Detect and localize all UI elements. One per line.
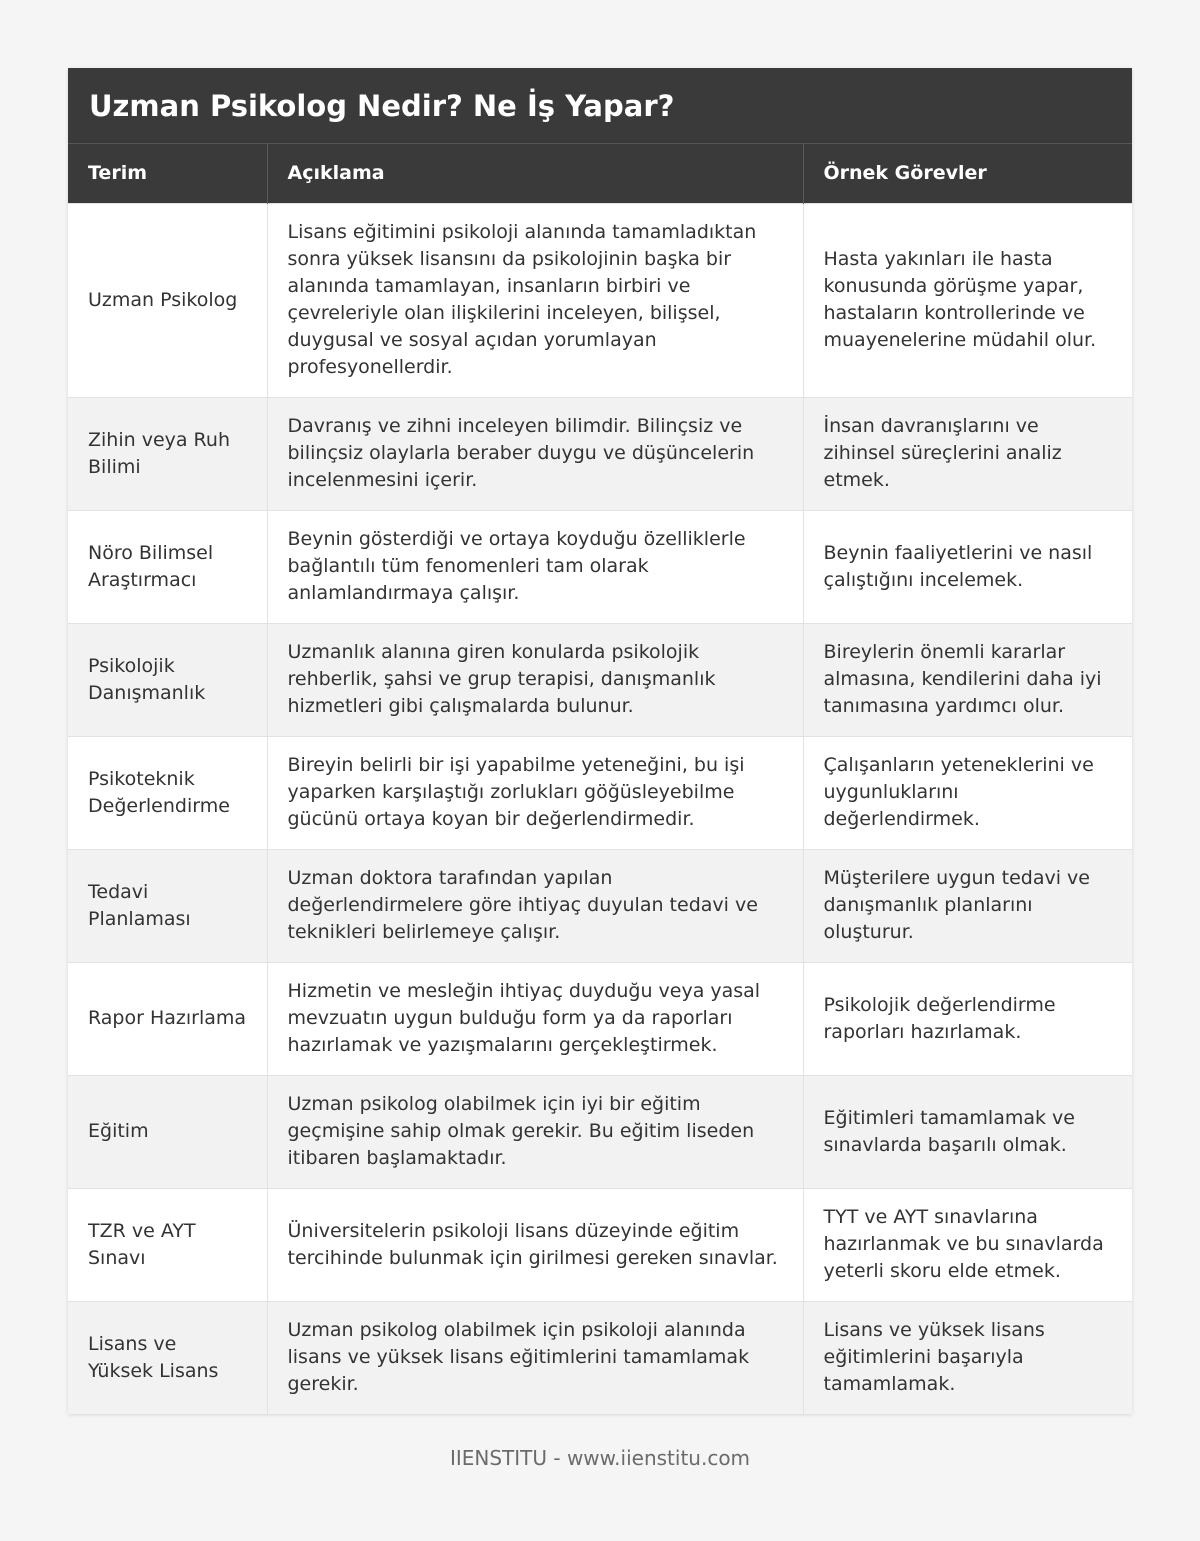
- description-cell: Lisans eğitimini psikoloji alanında tamamladıktan sonra yüksek lisansını da psikolojinin başka bir alanında tamamlayan, insanların birbiri ve çevreleriyle olan ilişkilerini inceleyen, bilişsel, duygusal ve sosyal açıdan yorumlayan profesyonellerdir.: [267, 203, 803, 397]
- table-row: [68, 736, 1132, 849]
- column-header-description: Açıklama: [267, 144, 803, 203]
- example-cell: Müşterilere uygun tedavi ve danışmanlık planlarını oluşturur.: [803, 849, 1132, 962]
- term-cell: TZR ve AYT Sınavı: [68, 1188, 267, 1301]
- table-row: [68, 1301, 1132, 1414]
- example-cell: Eğitimleri tamamlamak ve sınavlarda başarılı olmak.: [803, 1075, 1132, 1188]
- example-cell: TYT ve AYT sınavlarına hazırlanmak ve bu sınavlarda yeterli skoru elde etmek.: [803, 1188, 1132, 1301]
- table-row: [68, 1075, 1132, 1188]
- term-cell: Tedavi Planlaması: [68, 849, 267, 962]
- example-cell: Hasta yakınları ile hasta konusunda görüşme yapar, hastaların kontrollerinde ve muayenelerine müdahil olur.: [803, 203, 1132, 397]
- column-header-example: Örnek Görevler: [803, 144, 1132, 203]
- page-title: Uzman Psikolog Nedir? Ne İş Yapar?: [68, 68, 1132, 144]
- example-cell: Lisans ve yüksek lisans eğitimlerini başarıyla tamamlamak.: [803, 1301, 1132, 1414]
- table-header: [68, 144, 1132, 203]
- term-cell: Zihin veya Ruh Bilimi: [68, 397, 267, 510]
- table-row: [68, 623, 1132, 736]
- table-card: [68, 68, 1132, 1414]
- term-cell: Eğitim: [68, 1075, 267, 1188]
- description-cell: Hizmetin ve mesleğin ihtiyaç duyduğu veya yasal mevzuatın uygun bulduğu form ya da raporları hazırlamak ve yazışmalarını gerçekleştirmek.: [267, 962, 803, 1075]
- term-cell: Uzman Psikolog: [68, 203, 267, 397]
- example-cell: Çalışanların yeteneklerini ve uygunluklarını değerlendirmek.: [803, 736, 1132, 849]
- term-cell: Psikoteknik Değerlendirme: [68, 736, 267, 849]
- info-table: [68, 144, 1132, 1414]
- example-cell: Beynin faaliyetlerini ve nasıl çalıştığını incelemek.: [803, 510, 1132, 623]
- example-cell: İnsan davranışlarını ve zihinsel süreçlerini analiz etmek.: [803, 397, 1132, 510]
- description-cell: Uzman psikolog olabilmek için psikoloji alanında lisans ve yüksek lisans eğitimlerini tamamlamak gerekir.: [267, 1301, 803, 1414]
- table-row: [68, 203, 1132, 397]
- table-row: [68, 1188, 1132, 1301]
- description-cell: Üniversitelerin psikoloji lisans düzeyinde eğitim tercihinde bulunmak için girilmesi gereken sınavlar.: [267, 1188, 803, 1301]
- table-body: [68, 203, 1132, 1414]
- footer-credit: IIENSTITU - www.iienstitu.com: [449, 1446, 751, 1470]
- description-cell: Bireyin belirli bir işi yapabilme yeteneğini, bu işi yaparken karşılaştığı zorlukları göğüsleyebilme gücünü ortaya koyan bir değerlendirmedir.: [267, 736, 803, 849]
- table-row: [68, 510, 1132, 623]
- term-cell: Psikolojik Danışmanlık: [68, 623, 267, 736]
- table-row: [68, 849, 1132, 962]
- description-cell: Uzman psikolog olabilmek için iyi bir eğitim geçmişine sahip olmak gerekir. Bu eğitim liseden itibaren başlamaktadır.: [267, 1075, 803, 1188]
- description-cell: Davranış ve zihni inceleyen bilimdir. Bilinçsiz ve bilinçsiz olaylarla beraber duygu ve düşüncelerin incelenmesini içerir.: [267, 397, 803, 510]
- description-cell: Uzmanlık alanına giren konularda psikolojik rehberlik, şahsi ve grup terapisi, danışmanlık hizmetleri gibi çalışmalarda bulunur.: [267, 623, 803, 736]
- term-cell: Lisans ve Yüksek Lisans: [68, 1301, 267, 1414]
- table-row: [68, 962, 1132, 1075]
- description-cell: Beynin gösterdiği ve ortaya koyduğu özelliklerle bağlantılı tüm fenomenleri tam olarak anlamlandırmaya çalışır.: [267, 510, 803, 623]
- description-cell: Uzman doktora tarafından yapılan değerlendirmelere göre ihtiyaç duyulan tedavi ve teknikleri belirlemeye çalışır.: [267, 849, 803, 962]
- table-row: [68, 397, 1132, 510]
- example-cell: Bireylerin önemli kararlar almasına, kendilerini daha iyi tanımasına yardımcı olur.: [803, 623, 1132, 736]
- example-cell: Psikolojik değerlendirme raporları hazırlamak.: [803, 962, 1132, 1075]
- term-cell: Nöro Bilimsel Araştırmacı: [68, 510, 267, 623]
- column-header-term: Terim: [68, 144, 267, 203]
- term-cell: Rapor Hazırlama: [68, 962, 267, 1075]
